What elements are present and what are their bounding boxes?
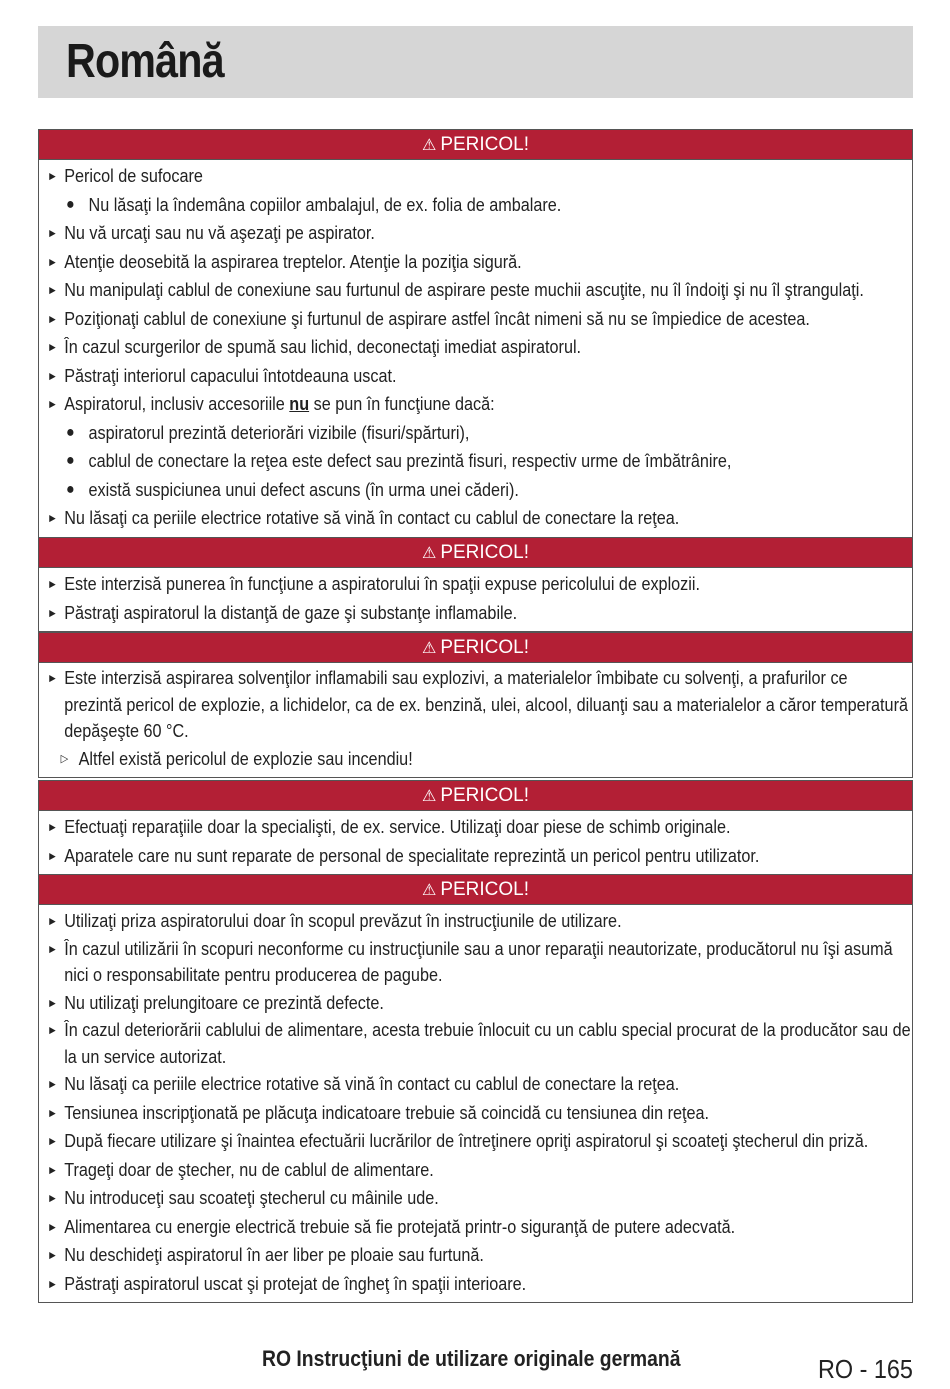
- danger-header: [39, 538, 912, 568]
- arrow-bullet-icon: ►: [47, 848, 58, 863]
- arrow-bullet-icon: ►: [47, 511, 58, 525]
- emphasis-nu: nu: [289, 394, 310, 414]
- list-subitem: ● există suspiciunea unui defect ascuns (în urma unei căderi).: [39, 476, 950, 505]
- arrow-bullet-icon: ►: [47, 820, 58, 834]
- list-subitem: ● Nu lăsaţi la îndemâna copiilor ambalajul, de ex. folia de ambalare.: [39, 191, 950, 220]
- dot-bullet-icon: ●: [66, 195, 75, 213]
- arrow-bullet-icon: ►: [47, 1105, 58, 1120]
- warning-triangle-icon: ⚠: [421, 545, 437, 562]
- list-item: ► Nu manipulaţi cablul de conexiune sau furtunul de aspirare peste muchii ascuţite, nu îl îndoiţi şi nu îl ştrangulaţi.: [39, 276, 925, 305]
- list-item: ► Păstraţi interiorul capacului întotdeauna uscat.: [39, 362, 925, 391]
- arrow-bullet-icon: ►: [47, 1219, 58, 1234]
- list-item: ► Utilizaţi priza aspiratorului doar în scopul prevăzut în instrucţiunile de utilizare.: [39, 907, 925, 936]
- list-subitem: ● cablul de conectare la reţea este defect sau prezintă fisuri, respectiv urme de îmbătrânire,: [39, 447, 950, 476]
- danger-box-1: [38, 129, 913, 538]
- list-item: ► Este interzisă punerea în funcţiune a aspiratorului în spaţii expuse pericolului de explozii.: [39, 570, 925, 599]
- language-header: [38, 26, 913, 98]
- arrow-bullet-icon: ►: [47, 340, 58, 354]
- warning-triangle-icon: ⚠: [421, 788, 437, 805]
- arrow-bullet-icon: ►: [47, 671, 58, 685]
- list-item-continuation: prezintă pericol de explozie, a lichidelor, ca de ex. benzină, ulei, alcool, diluanţi sau a materialelor a căror temperatură: [64, 694, 908, 715]
- page-title: Română: [66, 35, 224, 88]
- list-item: ► Păstraţi aspiratorul uscat şi protejat de îngheţ în spaţii interioare.: [39, 1270, 925, 1299]
- arrow-bullet-icon: ►: [47, 1276, 58, 1291]
- arrow-bullet-icon: ►: [47, 254, 58, 269]
- list-item: ► Tensiunea inscripţionată pe plăcuţa indicatoare trebuie să coincidă cu tensiunea din reţea.: [39, 1099, 925, 1128]
- result-item: ▷ Altfel există pericolul de explozie sau incendiu!: [39, 745, 940, 774]
- arrow-bullet-icon: ►: [47, 1023, 58, 1037]
- danger-header: [39, 781, 912, 811]
- list-item: ► Este interzisă aspirarea solvenţilor inflamabili sau explozivi, a materialelor îmbibate cu solvenţi, a prafurilor ce: [39, 665, 925, 692]
- arrow-bullet-icon: ►: [47, 605, 58, 620]
- danger-header: [39, 633, 912, 663]
- danger-label: PERICOL!: [440, 637, 530, 658]
- dot-bullet-icon: ●: [66, 452, 75, 469]
- list-item: ► Efectuaţi reparaţiile doar la specialişti, de ex. service. Utilizaţi doar piese de schimb originale.: [39, 813, 925, 842]
- arrow-bullet-icon: ►: [47, 1191, 58, 1205]
- footer-title: RO Instrucţiuni de utilizare originale germană: [262, 1346, 681, 1371]
- arrow-bullet-icon: ►: [47, 311, 58, 326]
- danger-label: PERICOL!: [440, 879, 530, 900]
- warning-triangle-icon: ⚠: [421, 137, 437, 154]
- list-item: ► Pericol de sufocare: [39, 162, 925, 191]
- danger-box-5: [38, 874, 913, 1303]
- list-item-continuation: nici o responsabilitate pentru producerea de pagube.: [64, 965, 443, 985]
- arrow-bullet-icon: ►: [47, 226, 58, 240]
- dot-bullet-icon: ●: [66, 423, 75, 441]
- danger-box-3: [38, 632, 913, 778]
- list-item: ► Nu lăsaţi ca periile electrice rotative să vină în contact cu cablul de conectare la reţea.: [39, 1070, 925, 1099]
- danger-label: PERICOL!: [440, 785, 530, 806]
- list-item: ► Atenţie deosebită la aspirarea treptelor. Atenţie la poziţia sigură.: [39, 248, 925, 277]
- result-triangle-icon: ▷: [60, 752, 69, 765]
- list-item: ► Păstraţi aspiratorul la distanţă de gaze şi substanţe inflamabile.: [39, 599, 925, 628]
- dot-bullet-icon: ●: [66, 480, 75, 498]
- list-item: ► Nu vă urcaţi sau nu vă aşezaţi pe aspirator.: [39, 219, 925, 248]
- danger-label: PERICOL!: [440, 134, 530, 155]
- list-item: ► După fiecare utilizare şi înaintea efectuării lucrărilor de întreţinere opriţi aspiratorul şi scoateţi ştecherul din priză.: [39, 1127, 925, 1156]
- arrow-bullet-icon: ►: [47, 1077, 58, 1091]
- arrow-bullet-icon: ►: [47, 169, 58, 183]
- arrow-bullet-icon: ►: [47, 995, 58, 1010]
- arrow-bullet-icon: ►: [47, 577, 58, 591]
- list-item: ► Nu deschideţi aspiratorul în aer liber pe ploaie sau furtună.: [39, 1241, 925, 1270]
- warning-triangle-icon: ⚠: [421, 882, 437, 899]
- list-subitem: ● aspiratorul prezintă deteriorări vizibile (fisuri/spărturi),: [39, 419, 950, 448]
- arrow-bullet-icon: ►: [47, 1248, 58, 1262]
- list-item: ► În cazul utilizării în scopuri neconforme cu instrucţiunile sau a unor reparaţii neautorizate, producătorul nu îşi asumă: [39, 936, 925, 963]
- page-number: RO - 165: [818, 1354, 913, 1384]
- list-item-continuation: la un service autorizat.: [64, 1046, 227, 1067]
- danger-header: [39, 130, 912, 160]
- list-item: ► Aspiratorul, inclusiv accesoriile nu se pun în funcţiune dacă:: [39, 390, 925, 419]
- arrow-bullet-icon: ►: [47, 368, 58, 383]
- list-item: ► Nu utilizaţi prelungitoare ce prezintă defecte.: [39, 989, 925, 1018]
- list-item: ► Trageţi doar de ştecher, nu de cablul de alimentare.: [39, 1156, 925, 1185]
- list-item-continuation: depăşeşte 60 °C.: [64, 721, 189, 741]
- list-item: ► În cazul scurgerilor de spumă sau lichid, deconectaţi imediat aspiratorul.: [39, 333, 925, 362]
- danger-label: PERICOL!: [440, 542, 530, 563]
- arrow-bullet-icon: ►: [47, 941, 58, 956]
- list-item: ► Poziţionaţi cablul de conexiune şi furtunul de aspirare astfel încât nimeni să nu se împiedice de acestea.: [39, 305, 925, 334]
- list-item: ► Alimentarea cu energie electrică trebuie să fie protejată printr-o siguranţă de putere adecvată.: [39, 1213, 925, 1242]
- arrow-bullet-icon: ►: [47, 397, 58, 411]
- danger-header: [39, 875, 912, 905]
- arrow-bullet-icon: ►: [47, 1134, 58, 1148]
- arrow-bullet-icon: ►: [47, 914, 58, 928]
- list-item: ► Aparatele care nu sunt reparate de personal de specialitate reprezintă un pericol pentru utilizator.: [39, 842, 925, 871]
- arrow-bullet-icon: ►: [47, 283, 58, 297]
- warning-triangle-icon: ⚠: [421, 640, 437, 657]
- danger-box-4: [38, 780, 913, 875]
- list-item: ► În cazul deteriorării cablului de alimentare, acesta trebuie înlocuit cu un cablu special procurat de la producător sau de: [39, 1017, 925, 1044]
- danger-box-2: [38, 537, 913, 632]
- arrow-bullet-icon: ►: [47, 1162, 58, 1177]
- list-item: ► Nu introduceţi sau scoateţi ştecherul cu mâinile ude.: [39, 1184, 925, 1213]
- list-item: ► Nu lăsaţi ca periile electrice rotative să vină în contact cu cablul de conectare la reţea.: [39, 504, 925, 533]
